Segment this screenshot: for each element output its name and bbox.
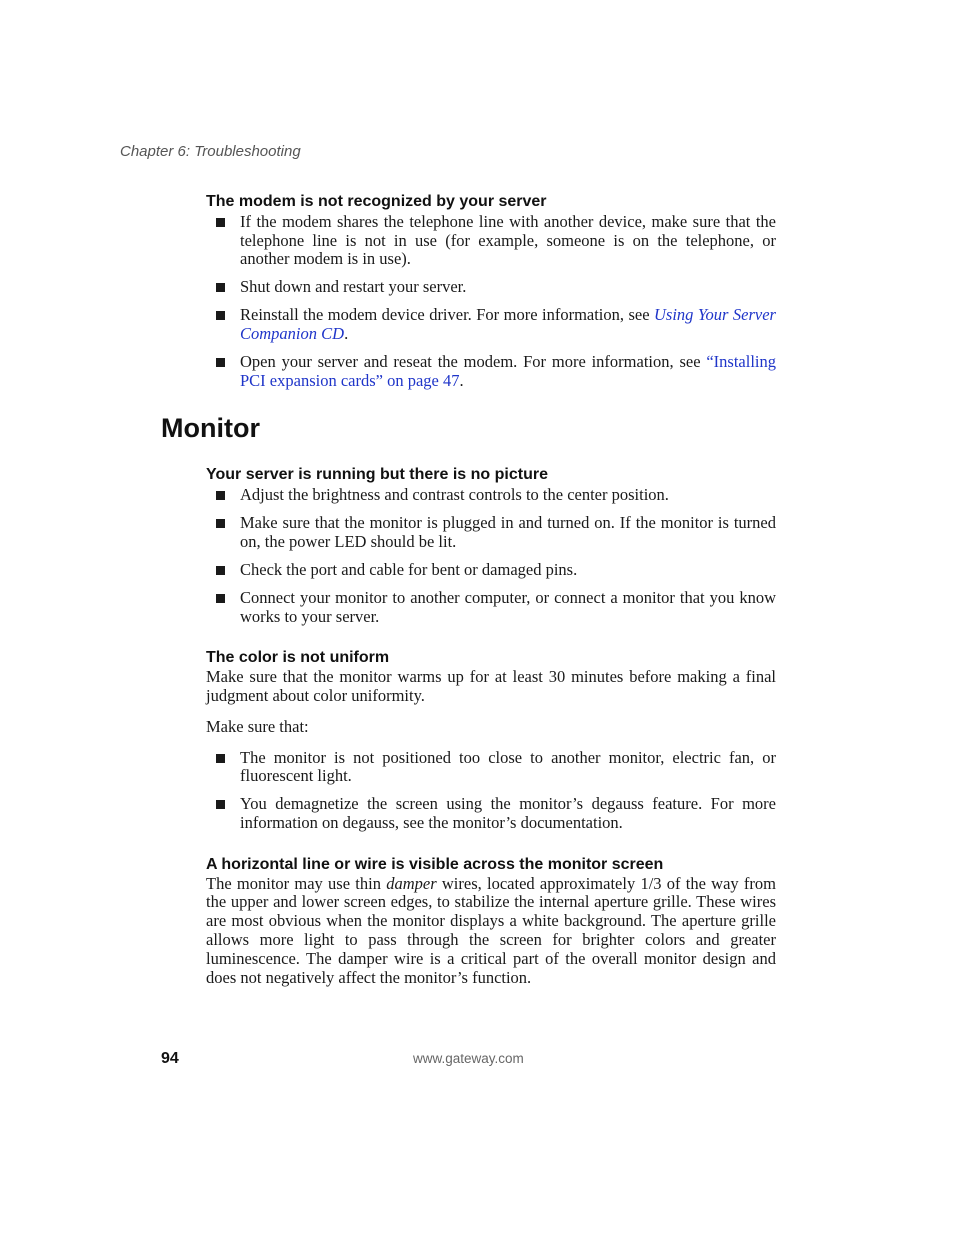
bullet-text: Adjust the brightness and contrast controls to the center position. xyxy=(240,485,669,505)
bullet-text: Reinstall the modem device driver. For more information, see xyxy=(240,305,654,325)
square-bullet-icon xyxy=(216,754,225,763)
square-bullet-icon xyxy=(216,218,225,227)
pci-expansion-link[interactable]: “Installing PCI expansion cards” on page 47 xyxy=(240,352,776,390)
bullet-text: Make sure that the monitor is plugged in and turned on. If the monitor is turned on, the power LED should be lit. xyxy=(240,513,776,551)
square-bullet-icon xyxy=(216,800,225,809)
square-bullet-icon xyxy=(216,283,225,292)
color-uniform-paragraph: Make sure that the monitor warms up for at least 30 minutes before making a final judgment about color uniformity. xyxy=(206,667,776,706)
modem-heading: The modem is not recognized by your server xyxy=(206,193,547,210)
list-item xyxy=(206,278,776,297)
bullet-text: You demagnetize the screen using the monitor’s degauss feature. For more information on degauss, see the monitor’s documentation. xyxy=(240,794,776,832)
list-item xyxy=(206,749,776,786)
bullet-text: Check the port and cable for bent or damaged pins. xyxy=(240,560,578,580)
no-picture-heading: Your server is running but there is no picture xyxy=(206,466,548,484)
square-bullet-icon xyxy=(216,594,225,603)
bullet-text: Connect your monitor to another computer, or connect a monitor that you know works to your server. xyxy=(240,588,776,626)
footer-url: www.gateway.com xyxy=(413,1051,524,1066)
damper-emphasis: damper xyxy=(386,873,437,893)
bullet-text-end: . xyxy=(459,370,464,390)
square-bullet-icon xyxy=(216,311,225,320)
monitor-section-title: Monitor xyxy=(161,413,260,444)
running-head: Chapter 6: Troubleshooting xyxy=(120,143,301,160)
square-bullet-icon xyxy=(216,566,225,575)
bullet-text: Shut down and restart your server. xyxy=(240,277,467,297)
paragraph-text-end: wires, located approximately 1/3 of the way from the upper and lower screen edges, to stabilize the internal aperture grille. These wires are most obvious when the monitor displays a white background. The aperture grille allows more light to pass through the screen for brighter colors and greater luminescence. The damper wire is a critical part of the overall monitor design and does not negatively affect the monitor’s function. xyxy=(206,873,776,987)
list-item xyxy=(206,353,776,390)
list-item xyxy=(206,306,776,343)
bullet-text-end: . xyxy=(344,323,349,343)
bullet-text: If the modem shares the telephone line with another device, make sure that the telephone line is not in use (for example, someone is on the telephone, or another modem is in use). xyxy=(240,212,776,269)
list-item xyxy=(206,589,776,626)
list-item xyxy=(206,486,776,505)
list-item xyxy=(206,795,776,832)
no-picture-bullet-list xyxy=(206,486,776,626)
companion-cd-link[interactable]: Using Your Server Companion CD xyxy=(240,305,776,343)
page-content xyxy=(161,192,776,987)
list-item xyxy=(206,213,776,269)
modem-bullet-list xyxy=(206,213,776,390)
paragraph-text: The monitor may use thin xyxy=(206,873,387,893)
horizontal-line-heading: A horizontal line or wire is visible across the monitor screen xyxy=(206,855,664,873)
square-bullet-icon xyxy=(216,358,225,367)
color-uniform-heading: The color is not uniform xyxy=(206,649,390,667)
list-item xyxy=(206,514,776,551)
square-bullet-icon xyxy=(216,491,225,500)
page-number: 94 xyxy=(161,1050,179,1067)
bullet-text: Open your server and reseat the modem. For more information, see xyxy=(240,352,707,372)
bullet-text: The monitor is not positioned too close to another monitor, electric fan, or fluorescent light. xyxy=(240,747,776,786)
list-item xyxy=(206,561,776,580)
make-sure-paragraph: Make sure that: xyxy=(206,716,309,736)
horizontal-line-paragraph xyxy=(206,875,776,988)
square-bullet-icon xyxy=(216,519,225,528)
color-uniform-bullet-list xyxy=(206,749,776,833)
